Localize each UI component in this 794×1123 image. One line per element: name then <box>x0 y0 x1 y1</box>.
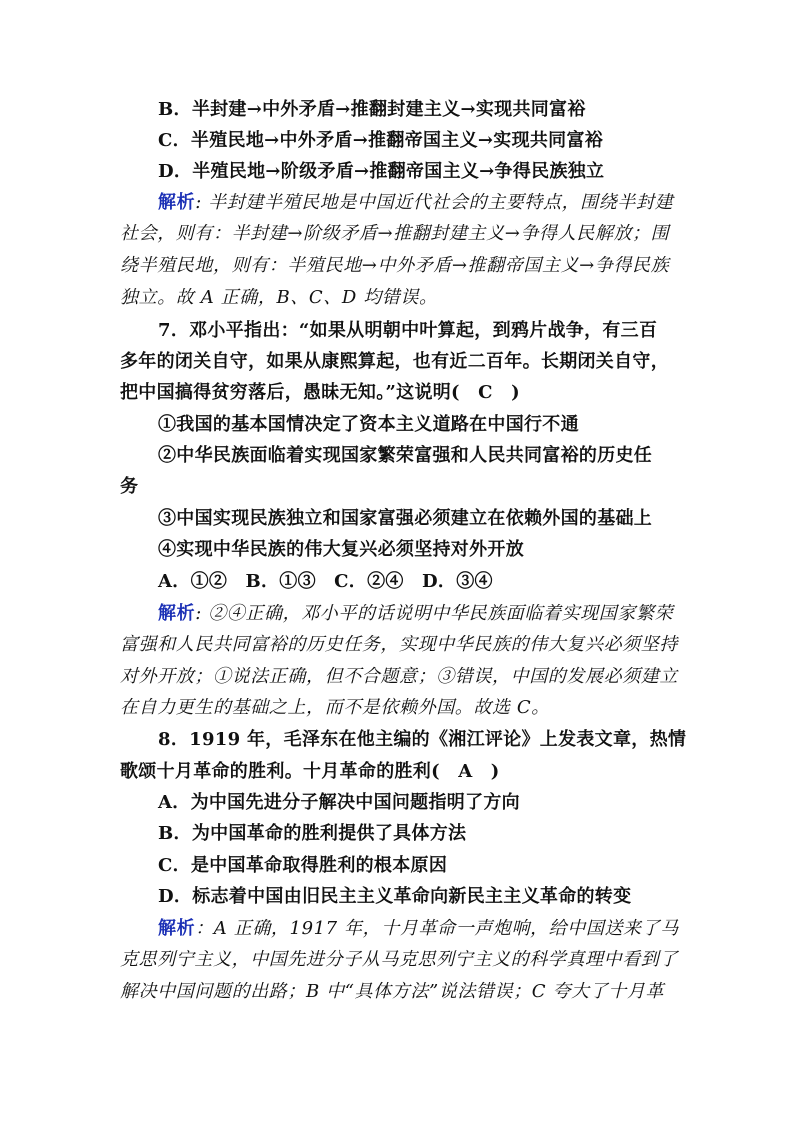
q7-item-3: ③中国实现民族独立和国家富强必须建立在依赖外国的基础上 <box>158 508 653 529</box>
q6-analysis-line-1: 解析: 半封建半殖民地是中国近代社会的主要特点，围绕半封建 <box>158 192 674 213</box>
q6-analysis-line-2: 社会，则有：半封建→阶级矛盾→推翻封建主义→争得人民解放；围 <box>120 223 670 244</box>
q7-analysis-label: 解析 <box>158 603 196 624</box>
q8-analysis-line-1: 解析：A 正确，1917 年，十月革命一声炮响，给中国送来了马 <box>158 918 679 939</box>
q8-analysis-line-2: 克思列宁主义，中国先进分子从马克思列宁主义的科学真理中看到了 <box>120 949 678 970</box>
q7-stem-line-3: 把中国搞得贫穷落后，愚昧无知。”这说明( C ) <box>120 382 520 403</box>
q8-option-b: B．为中国革命的胜利提供了具体方法 <box>158 823 467 844</box>
q7-item-4: ④实现中华民族的伟大复兴必须坚持对外开放 <box>158 539 524 560</box>
q8-stem-line-2: 歌颂十月革命的胜利。十月革命的胜利( A ) <box>120 761 500 782</box>
q6-analysis-label: 解析 <box>158 192 196 213</box>
q7-analysis-line-1: 解析: ②④正确，邓小平的话说明中华民族面临着实现国家繁荣 <box>158 603 674 624</box>
q8-option-d: D．标志着中国由旧民主主义革命向新民主主义革命的转变 <box>158 886 632 907</box>
q7-item-2: ②中华民族面临着实现国家繁荣富强和人民共同富裕的历史任 <box>158 445 653 466</box>
q6-option-c: C．半殖民地→中外矛盾→推翻帝国主义→实现共同富裕 <box>158 130 604 151</box>
q8-analysis-label: 解析 <box>158 918 196 939</box>
q7-item-1: ①我国的基本国情决定了资本主义道路在中国行不通 <box>158 414 579 435</box>
q6-analysis-line-4: 独立。故 A 正确，B、C、D 均错误。 <box>120 287 438 308</box>
q7-options: A．①② B．①③ C．②④ D．③④ <box>158 571 493 592</box>
q8-analysis-line-3: 解决中国问题的出路；B 中“具体方法”说法错误；C 夸大了十月革 <box>120 981 665 1002</box>
q7-stem-line-2: 多年的闭关自守，如果从康熙算起，也有近二百年。长期闭关自守， <box>120 351 669 372</box>
q8-option-c: C．是中国革命取得胜利的根本原因 <box>158 855 448 876</box>
q7-analysis-line-2: 富强和人民共同富裕的历史任务，实现中华民族的伟大复兴必须坚持 <box>120 634 678 655</box>
q6-analysis-line-3: 绕半殖民地，则有：半殖民地→中外矛盾→推翻帝国主义→争得民族 <box>120 255 670 276</box>
q6-option-d: D．半殖民地→阶级矛盾→推翻帝国主义→争得民族独立 <box>158 161 605 182</box>
q7-stem-line-1: 7．邓小平指出：“如果从明朝中叶算起，到鸦片战争，有三百 <box>158 320 658 341</box>
q6-option-b: B．半封建→中外矛盾→推翻封建主义→实现共同富裕 <box>158 99 586 120</box>
q7-analysis-line-4: 在自力更生的基础之上，而不是依赖外国。故选 C。 <box>120 697 550 718</box>
q8-option-a: A．为中国先进分子解决中国问题指明了方向 <box>158 792 520 813</box>
q7-analysis-line-3: 对外开放；①说法正确，但不合题意；③错误，中国的发展必须建立 <box>120 666 678 687</box>
q8-stem-line-1: 8．1919 年，毛泽东在他主编的《湘江评论》上发表文章，热情 <box>158 729 687 750</box>
q7-item-2-cont: 务 <box>120 476 139 497</box>
